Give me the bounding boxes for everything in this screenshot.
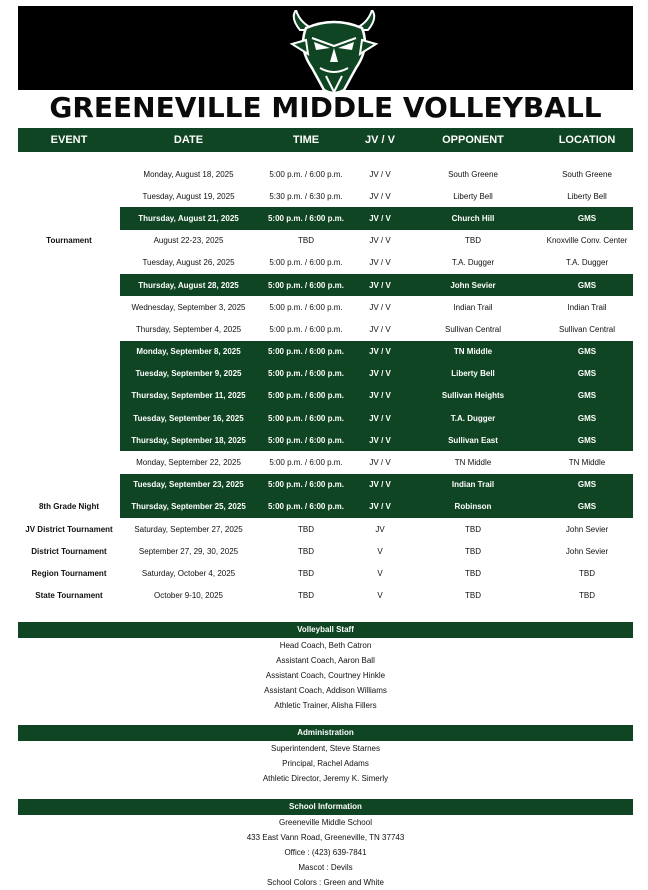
row-time: 5:00 p.m. / 6:00 p.m. [269,324,343,334]
row-time: TBD [298,568,314,578]
table-row [18,318,633,340]
row-team: JV / V [369,258,391,268]
table-row [18,585,633,607]
staff-line: Assistant Coach, Addison Williams [264,686,387,695]
row-location: GMS [541,474,633,496]
row-team: JV [375,524,385,534]
row-opponent: TBD [465,546,481,556]
row-time: TBD [298,236,314,246]
staff-line: Assistant Coach, Courtney Hinkle [265,671,386,680]
row-team: JV / V [369,169,391,179]
school-info-line: Mascot : Devils [298,863,353,872]
row-location: GMS [541,385,633,407]
row-time: 5:00 p.m. / 6:00 p.m. [269,458,343,468]
row-date: Saturday, October 4, 2025 [141,568,236,578]
page-title: GREENEVILLE MIDDLE VOLLEYBALL [49,91,602,124]
row-team: JV / V [355,274,405,296]
row-opponent: Sullivan Heights [405,385,541,407]
row-date: Tuesday, September 23, 2025 [120,474,257,496]
row-team: JV / V [355,207,405,229]
row-location: Sullivan Central [558,324,616,334]
row-location: GMS [541,207,633,229]
row-location: GMS [541,274,633,296]
spacer-row [18,152,633,163]
administration-line: Athletic Director, Jeremy K. Simerly [262,774,389,783]
header-opponent: OPPONENT [405,128,541,152]
school-info-heading: School Information [18,799,633,815]
table-row [18,474,633,496]
devil-mascot-icon [286,10,382,96]
administration-heading: Administration [18,725,633,741]
table-row [18,496,633,518]
table-row [18,451,633,473]
row-time: TBD [298,591,314,601]
row-date: Thursday, September 25, 2025 [120,496,257,518]
table-row [18,274,633,296]
table-row [18,207,633,229]
row-date: Thursday, September 4, 2025 [135,324,242,334]
row-opponent: TBD [465,568,481,578]
row-team: JV / V [355,385,405,407]
row-opponent: TBD [465,524,481,534]
row-date: October 9-10, 2025 [154,591,223,601]
row-location: GMS [541,429,633,451]
row-event [18,429,120,451]
row-opponent: Liberty Bell [405,363,541,385]
row-team: JV / V [355,407,405,429]
row-team: V [377,591,383,601]
row-time: 5:00 p.m. / 6:00 p.m. [269,302,343,312]
row-date: August 22-23, 2025 [153,236,224,246]
row-opponent: South Greene [448,169,498,179]
row-location: T.A. Dugger [565,258,609,268]
row-date: Monday, August 18, 2025 [143,169,234,179]
school-info-line: Office : (423) 639-7841 [284,848,367,857]
row-time: 5:00 p.m. / 6:00 p.m. [269,258,343,268]
row-date: Tuesday, August 19, 2025 [142,191,235,201]
administration-section [18,725,633,786]
row-date: Tuesday, September 16, 2025 [120,407,257,429]
row-team: JV / V [369,458,391,468]
row-event: JV District Tournament [25,524,113,534]
table-row [18,185,633,207]
row-event [18,385,120,407]
row-event [18,252,120,274]
row-event [18,451,120,473]
school-info-line: 433 East Vann Road, Greeneville, TN 37743 [246,833,405,842]
administration-line: Principal, Rachel Adams [282,759,369,768]
row-location: John Sevier [565,524,609,534]
table-row [18,562,633,584]
row-date: Wednesday, September 3, 2025 [131,302,246,312]
table-row [18,296,633,318]
row-event [18,341,120,363]
row-date: Monday, September 22, 2025 [136,458,241,468]
row-opponent: T.A. Dugger [451,258,495,268]
row-date: Tuesday, September 9, 2025 [120,363,257,385]
row-date: Thursday, August 28, 2025 [120,274,257,296]
row-event [18,163,120,185]
row-team: V [377,568,383,578]
row-time: 5:00 p.m. / 6:00 p.m. [257,496,355,518]
school-info-section [18,799,633,890]
table-row [18,429,633,451]
row-event [18,207,120,229]
row-opponent: Sullivan East [405,429,541,451]
row-event: State Tournament [35,591,103,601]
row-date: Saturday, September 27, 2025 [134,524,243,534]
row-team: JV / V [369,324,391,334]
row-event: Region Tournament [31,568,107,578]
row-team: JV / V [369,191,391,201]
row-location: Indian Trail [567,302,607,312]
row-location: Knoxville Conv. Center [546,236,628,246]
table-row [18,407,633,429]
school-info-line: School Colors : Green and White [267,878,384,887]
table-row [18,163,633,185]
row-team: JV / V [369,302,391,312]
row-location: TBD [579,568,595,578]
row-time: 5:00 p.m. / 6:00 p.m. [257,341,355,363]
staff-line: Assistant Coach, Aaron Ball [276,656,375,665]
row-location: TN Middle [568,458,606,468]
row-time: 5:30 p.m. / 6:30 p.m. [269,191,343,201]
row-location: GMS [541,407,633,429]
header-date: DATE [120,128,257,152]
table-row [18,363,633,385]
row-opponent: Church Hill [405,207,541,229]
row-location: GMS [541,496,633,518]
row-location: Liberty Bell [567,191,607,201]
schedule-table [18,128,633,607]
staff-heading: Volleyball Staff [18,622,633,638]
staff-line: Athletic Trainer, Alisha Fillers [274,701,377,710]
row-date: Thursday, August 21, 2025 [120,207,257,229]
row-event [18,318,120,340]
row-team: JV / V [355,341,405,363]
row-date: Monday, September 8, 2025 [120,341,257,363]
header-time: TIME [257,128,355,152]
row-event [18,185,120,207]
row-location: South Greene [562,169,612,179]
row-team: JV / V [355,496,405,518]
schedule-header-row [18,128,633,152]
table-row [18,540,633,562]
row-date: Thursday, September 11, 2025 [120,385,257,407]
row-opponent: Indian Trail [405,474,541,496]
row-time: 5:00 p.m. / 6:00 p.m. [257,207,355,229]
row-opponent: Robinson [405,496,541,518]
row-opponent: John Sevier [405,274,541,296]
row-opponent: TBD [465,591,481,601]
row-opponent: TN Middle [405,341,541,363]
row-event: District Tournament [31,546,107,556]
header-event: EVENT [18,128,120,152]
row-time: 5:00 p.m. / 6:00 p.m. [257,474,355,496]
row-event: Tournament [46,236,92,246]
row-time: 5:00 p.m. / 6:00 p.m. [257,429,355,451]
table-row [18,230,633,252]
row-event [18,296,120,318]
row-opponent: T.A. Dugger [405,407,541,429]
row-opponent: Liberty Bell [453,191,493,201]
row-opponent: Sullivan Central [444,324,502,334]
row-event [18,474,120,496]
row-event [18,274,120,296]
row-time: 5:00 p.m. / 6:00 p.m. [257,363,355,385]
row-time: 5:00 p.m. / 6:00 p.m. [257,274,355,296]
row-team: JV / V [355,363,405,385]
school-info-line: Greeneville Middle School [279,818,372,827]
row-event: 8th Grade Night [38,502,99,512]
row-team: JV / V [355,474,405,496]
staff-line: Head Coach, Beth Catron [279,641,372,650]
row-time: 5:00 p.m. / 6:00 p.m. [257,385,355,407]
row-opponent: TBD [465,236,481,246]
row-time: 5:00 p.m. / 6:00 p.m. [269,169,343,179]
staff-section [18,622,633,713]
row-time: 5:00 p.m. / 6:00 p.m. [257,407,355,429]
row-location: TBD [579,591,595,601]
administration-line: Superintendent, Steve Starnes [271,744,380,753]
row-team: JV / V [355,429,405,451]
table-row [18,341,633,363]
row-time: TBD [298,546,314,556]
row-opponent: TN Middle [454,458,492,468]
row-time: TBD [298,524,314,534]
row-team: V [377,546,383,556]
row-date: September 27, 29, 30, 2025 [138,546,239,556]
row-event [18,407,120,429]
header-team: JV / V [355,128,405,152]
row-opponent: Indian Trail [453,302,493,312]
table-row [18,518,633,540]
row-location: GMS [541,363,633,385]
row-location: GMS [541,341,633,363]
row-date: Tuesday, August 26, 2025 [142,258,235,268]
table-row [18,385,633,407]
row-team: JV / V [369,236,391,246]
table-row [18,252,633,274]
row-location: John Sevier [565,546,609,556]
row-event [18,363,120,385]
header-location: LOCATION [541,128,633,152]
row-date: Thursday, September 18, 2025 [120,429,257,451]
